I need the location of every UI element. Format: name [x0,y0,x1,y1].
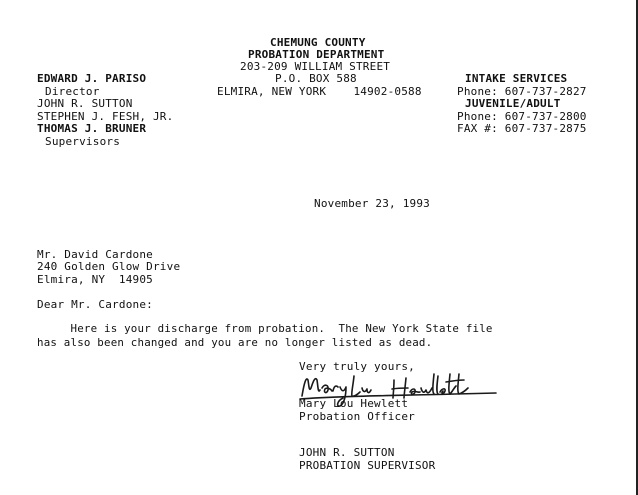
staff-supervisor-2: STEPHEN J. FESH, JR. [37,110,174,123]
staff-director-title: Director [45,85,100,98]
letterhead-pobox: P.O. BOX 588 [275,72,357,85]
recipient-city: Elmira, NY 14905 [37,273,153,286]
staff-director-name: EDWARD J. PARISO [37,72,147,85]
letterhead-agency: CHEMUNG COUNTY [270,36,366,49]
juvenile-adult-phone: Phone: 607-737-2800 [457,110,587,123]
letterhead-department: PROBATION DEPARTMENT [248,48,385,61]
staff-supervisor-3: THOMAS J. BRUNER [37,122,147,135]
signer-name: Mary Lou Hewlett [299,397,409,410]
body-line-2: has also been changed and you are no longer listed as dead. [37,336,433,349]
letterhead-street: 203-209 WILLIAM STREET [240,60,391,73]
fax-number: FAX #: 607-737-2875 [457,122,587,135]
staff-supervisors-title: Supervisors [45,135,121,148]
salutation: Dear Mr. Cardone: [37,298,153,311]
letterhead-city: ELMIRA, NEW YORK 14902-0588 [217,85,422,98]
body-line-1: Here is your discharge from probation. The New York State file [37,322,493,335]
staff-supervisor-1: JOHN R. SUTTON [37,97,133,110]
supervisor-title: PROBATION SUPERVISOR [299,459,436,472]
signer-title: Probation Officer [299,410,415,423]
recipient-name: Mr. David Cardone [37,248,153,261]
recipient-street: 240 Golden Glow Drive [37,260,181,273]
juvenile-adult-heading: JUVENILE/ADULT [465,97,561,110]
intake-phone: Phone: 607-737-2827 [457,85,587,98]
closing: Very truly yours, [299,360,415,373]
intake-services-heading: INTAKE SERVICES [465,72,568,85]
supervisor-name: JOHN R. SUTTON [299,446,395,459]
letter-date: November 23, 1993 [314,197,430,210]
